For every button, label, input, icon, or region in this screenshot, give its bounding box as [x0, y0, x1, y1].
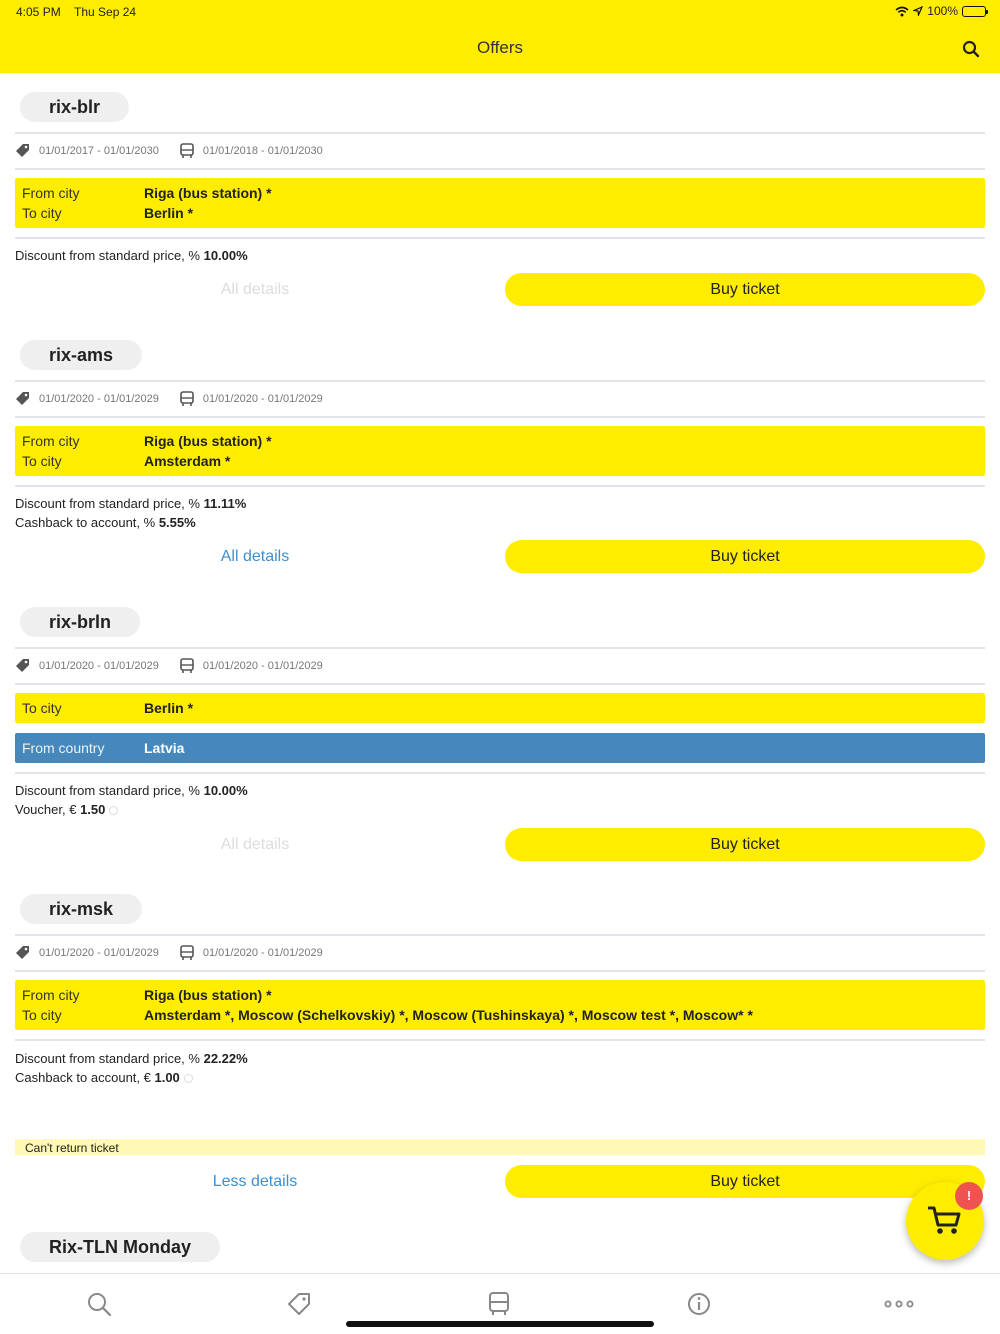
no-return-notice: Can't return ticket: [15, 1139, 985, 1155]
tab-more[interactable]: [883, 1291, 915, 1317]
travel-period: 01/01/2020 - 01/01/2029: [202, 393, 323, 405]
divider: [15, 1039, 985, 1041]
divider: [15, 647, 985, 649]
buy-ticket-button[interactable]: Buy ticket: [505, 828, 985, 861]
divider: [15, 380, 985, 382]
location-arrow-icon: [913, 6, 923, 16]
discount-label: Discount from standard price, %: [15, 783, 200, 798]
sale-period: 01/01/2020 - 01/01/2029: [39, 393, 159, 405]
divider: [15, 416, 985, 418]
to-city-label: To city: [22, 453, 62, 469]
battery-percent: 100%: [927, 4, 958, 18]
status-date: Thu Sep 24: [74, 5, 137, 19]
offer-name: rix-ams: [20, 340, 142, 370]
divider: [15, 237, 985, 239]
tag-icon: [15, 658, 31, 674]
sale-period: 01/01/2020 - 01/01/2029: [39, 660, 159, 672]
discount-value: 10.00%: [203, 783, 248, 798]
travel-period: 01/01/2018 - 01/01/2030: [202, 145, 323, 157]
travel-period: 01/01/2020 - 01/01/2029: [202, 660, 323, 672]
from-city-label: From city: [22, 987, 80, 1003]
from-city-value: Riga (bus station) *: [144, 433, 272, 449]
from-city-value: Riga (bus station) *: [144, 185, 272, 201]
from-city-label: From city: [22, 185, 80, 201]
cashback-line: [15, 515, 196, 530]
travel-period: 01/01/2020 - 01/01/2029: [202, 947, 323, 959]
voucher-label: Voucher, €: [15, 802, 77, 817]
all-details-link[interactable]: All details: [220, 548, 290, 565]
cashback-value: 5.55%: [158, 515, 196, 530]
discount-line: [15, 1051, 248, 1066]
to-city-value: Berlin *: [144, 700, 194, 716]
status-indicators: [895, 4, 986, 18]
offer-dates: [15, 943, 323, 963]
cashback-value: 1.00: [154, 1070, 180, 1085]
divider: [15, 485, 985, 487]
all-details-link[interactable]: All details: [220, 281, 290, 298]
cashback-label: Cashback to account, €: [15, 1070, 151, 1085]
battery-icon: [962, 6, 986, 17]
from-city-label: From city: [22, 433, 80, 449]
buy-ticket-button[interactable]: Buy ticket: [505, 1165, 985, 1198]
discount-line: [15, 248, 248, 263]
nav-bar: [0, 24, 1000, 73]
to-city-label: To city: [22, 700, 62, 716]
status-time: 4:05 PM: [16, 5, 61, 19]
tab-search[interactable]: [86, 1291, 112, 1317]
bus-icon: [179, 945, 195, 961]
to-city-label: To city: [22, 205, 62, 221]
search-icon[interactable]: [962, 40, 980, 58]
divider: [15, 132, 985, 134]
to-city-label: To city: [22, 1007, 62, 1023]
cart-badge: !: [955, 1182, 983, 1210]
offer-dates: [15, 656, 323, 676]
from-country-label: From country: [22, 740, 105, 756]
buy-ticket-button[interactable]: Buy ticket: [505, 540, 985, 573]
info-icon: [184, 1074, 193, 1083]
buy-ticket-button[interactable]: Buy ticket: [505, 273, 985, 306]
discount-value: 10.00%: [203, 248, 248, 263]
route-box: [15, 178, 985, 228]
offer-name: rix-blr: [20, 92, 129, 122]
cashback-label: Cashback to account, %: [15, 515, 156, 530]
status-bar: [0, 0, 1000, 24]
all-details-link[interactable]: All details: [220, 836, 290, 853]
sale-period: 01/01/2017 - 01/01/2030: [39, 145, 159, 157]
from-city-value: Riga (bus station) *: [144, 987, 272, 1003]
tab-trips[interactable]: [486, 1291, 512, 1317]
cashback-line: [15, 1070, 193, 1085]
offer-name: Rix-TLN Monday: [20, 1232, 220, 1262]
route-box: [15, 426, 985, 476]
wifi-icon: [895, 6, 909, 17]
discount-label: Discount from standard price, %: [15, 248, 200, 263]
offer-dates: [15, 389, 323, 409]
voucher-line: [15, 802, 118, 817]
offers-list[interactable]: [0, 73, 1000, 1273]
divider: [15, 934, 985, 936]
divider: [15, 168, 985, 170]
from-country-box: [15, 733, 985, 763]
cart-icon: [928, 1205, 962, 1237]
to-city-value: Amsterdam *, Moscow (Schelkovskiy) *, Moscow (Tushinskaya) *, Moscow test *, Moscow* *: [144, 1007, 753, 1023]
offer-dates: [15, 141, 323, 161]
bus-icon: [179, 658, 195, 674]
bus-icon: [179, 143, 195, 159]
discount-value: 11.11%: [203, 496, 247, 511]
route-box: [15, 980, 985, 1030]
less-details-link[interactable]: Less details: [212, 1173, 298, 1190]
discount-line: [15, 783, 248, 798]
offer-name: rix-msk: [20, 894, 142, 924]
route-box: [15, 693, 985, 723]
tag-icon: [15, 945, 31, 961]
from-country-value: Latvia: [144, 740, 185, 756]
divider: [15, 772, 985, 774]
to-city-value: Berlin *: [144, 205, 194, 221]
discount-line: [15, 496, 246, 511]
divider: [15, 970, 985, 972]
voucher-value: 1.50: [80, 802, 106, 817]
to-city-value: Amsterdam *: [144, 453, 231, 469]
discount-label: Discount from standard price, %: [15, 1051, 200, 1066]
home-indicator: [346, 1321, 654, 1327]
info-icon: [109, 806, 118, 815]
divider: [15, 683, 985, 685]
discount-value: 22.22%: [203, 1051, 248, 1066]
page-title: Offers: [477, 38, 523, 57]
tag-icon: [15, 391, 31, 407]
tab-offers[interactable]: [286, 1291, 312, 1317]
sale-period: 01/01/2020 - 01/01/2029: [39, 947, 159, 959]
offer-name: rix-brln: [20, 607, 140, 637]
discount-label: Discount from standard price, %: [15, 496, 200, 511]
tag-icon: [15, 143, 31, 159]
tab-info[interactable]: [686, 1291, 712, 1317]
bus-icon: [179, 391, 195, 407]
